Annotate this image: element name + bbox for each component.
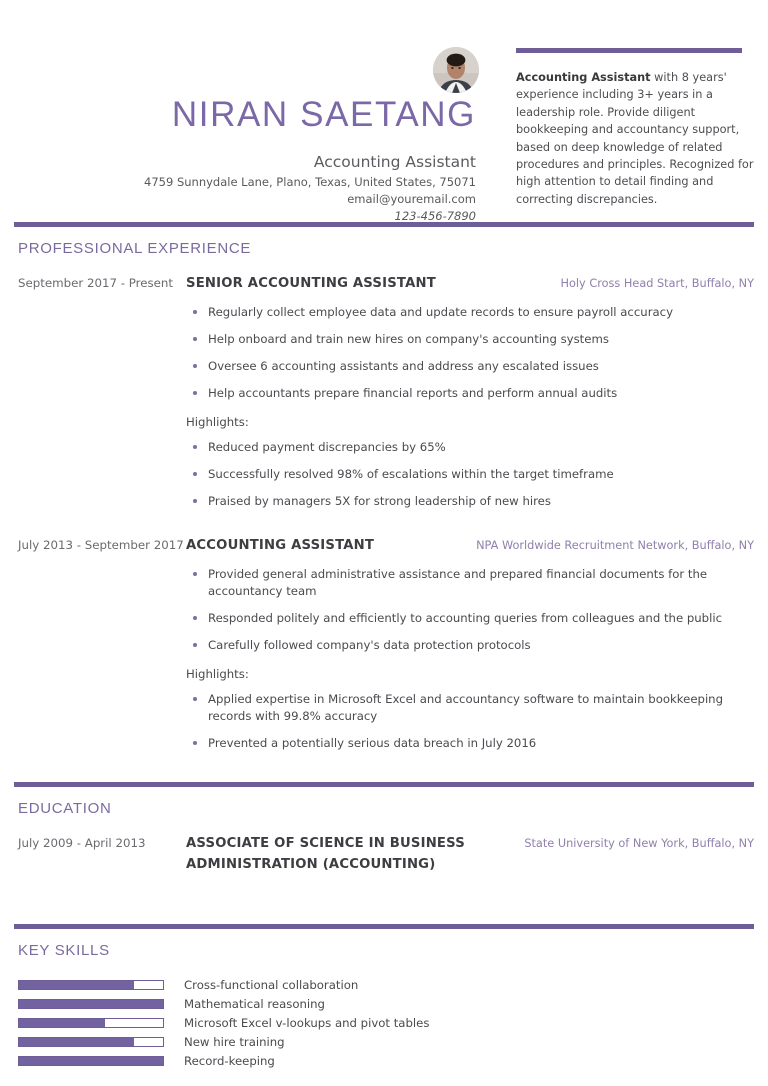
summary-body: with 8 years' experience including 3+ years in a leadership role. Provide diligent bookkeeping and accountancy support, based on deep knowledge of related procedures and principles. Recognized for high attention to detail finding and correcting discrepancies.	[516, 71, 754, 206]
education-entry	[14, 833, 754, 875]
skill-level-fill	[19, 981, 134, 989]
entry-header	[186, 833, 754, 875]
skill-label: New hire training	[184, 1034, 285, 1049]
skill-level-bar	[18, 1056, 164, 1066]
contact-address: 4759 Sunnydale Lane, Plano, Texas, United States, 75071	[144, 175, 476, 189]
list-item: Help onboard and train new hires on company's accounting systems	[186, 331, 754, 348]
entry-role: SENIOR ACCOUNTING ASSISTANT	[186, 276, 436, 291]
contact-phone[interactable]: 123-456-7890	[394, 209, 476, 223]
list-item: Successfully resolved 98% of escalations within the target timeframe	[186, 466, 754, 483]
contact-email[interactable]: email@youremail.com	[347, 192, 476, 206]
skill-level-fill	[19, 1038, 134, 1046]
entry-body	[186, 273, 754, 510]
list-item: Responded politely and efficiently to accounting queries from colleagues and the public	[186, 610, 754, 627]
section-title-experience: PROFESSIONAL EXPERIENCE	[18, 240, 252, 257]
list-item: Praised by managers 5X for strong leadership of new hires	[186, 493, 754, 510]
summary-lead: Accounting Assistant	[516, 71, 651, 84]
list-item: Reduced payment discrepancies by 65%	[186, 439, 754, 456]
skill-label: Mathematical reasoning	[184, 996, 325, 1011]
skill-level-fill	[19, 1000, 163, 1008]
highlights-label: Highlights:	[186, 667, 249, 681]
entry-body	[186, 833, 754, 875]
section-skills	[14, 924, 754, 1070]
skill-label: Record-keeping	[184, 1053, 275, 1068]
skill-level-bar	[18, 1018, 164, 1028]
list-item: Applied expertise in Microsoft Excel and accountancy software to maintain bookkeeping records with 99.8% accuracy	[186, 691, 754, 725]
summary-block	[516, 48, 756, 208]
profile-photo-illustration	[433, 47, 479, 93]
entry-company: NPA Worldwide Recruitment Network, Buffalo, NY	[476, 539, 754, 552]
section-title-skills: KEY SKILLS	[18, 942, 110, 959]
list-item: Carefully followed company's data protection protocols	[186, 637, 754, 654]
list-item: Oversee 6 accounting assistants and address any escalated issues	[186, 358, 754, 375]
skill-label: Cross-functional collaboration	[184, 977, 359, 992]
header-job-title: Accounting Assistant	[313, 153, 476, 171]
skill-level-bar	[18, 999, 164, 1009]
summary-accent-bar	[516, 48, 742, 53]
skill-level-fill	[19, 1057, 163, 1065]
avatar	[433, 47, 479, 93]
entry-dates: July 2009 - April 2013	[18, 836, 146, 850]
skill-row	[14, 994, 754, 1013]
entry-role: ACCOUNTING ASSISTANT	[186, 538, 375, 553]
entry-bullet-list	[186, 304, 754, 402]
contact-block	[144, 174, 476, 225]
entry-degree: ASSOCIATE OF SCIENCE IN BUSINESS ADMINISTRATION (ACCOUNTING)	[186, 836, 465, 872]
section-divider	[14, 782, 754, 787]
entry-bullet-list	[186, 566, 754, 654]
list-item: Provided general administrative assistance and prepared financial documents for the accountancy team	[186, 566, 754, 600]
entry-company: Holy Cross Head Start, Buffalo, NY	[560, 277, 754, 290]
resume-sheet	[14, 0, 754, 1086]
list-item: Prevented a potentially serious data breach in July 2016	[186, 735, 754, 752]
section-divider	[14, 924, 754, 929]
section-education	[14, 782, 754, 875]
resume-header	[14, 0, 754, 222]
skill-level-bar	[18, 980, 164, 990]
skill-row	[14, 1013, 754, 1032]
page-title: NIRAN SAETANG	[171, 95, 476, 134]
entry-institution: State University of New York, Buffalo, NY	[524, 837, 754, 850]
entry-header	[186, 273, 754, 294]
skill-level-bar	[18, 1037, 164, 1047]
entry-dates: September 2017 - Present	[18, 276, 173, 290]
list-item: Regularly collect employee data and update records to ensure payroll accuracy	[186, 304, 754, 321]
skill-row	[14, 1051, 754, 1070]
experience-entry	[14, 535, 754, 752]
entry-header	[186, 535, 754, 556]
skill-level-fill	[19, 1019, 105, 1027]
section-experience	[14, 222, 754, 752]
list-item: Help accountants prepare financial reports and perform annual audits	[186, 385, 754, 402]
section-title-education: EDUCATION	[18, 800, 112, 817]
entry-highlight-list	[186, 691, 754, 752]
summary-text	[516, 69, 756, 208]
skills-list	[14, 975, 754, 1070]
skill-label: Microsoft Excel v-lookups and pivot tables	[184, 1015, 430, 1030]
entry-highlight-list	[186, 439, 754, 510]
entry-body	[186, 535, 754, 752]
skill-row	[14, 1032, 754, 1051]
experience-entry	[14, 273, 754, 510]
skill-row	[14, 975, 754, 994]
highlights-label: Highlights:	[186, 415, 249, 429]
entry-dates: July 2013 - September 2017	[18, 538, 184, 552]
